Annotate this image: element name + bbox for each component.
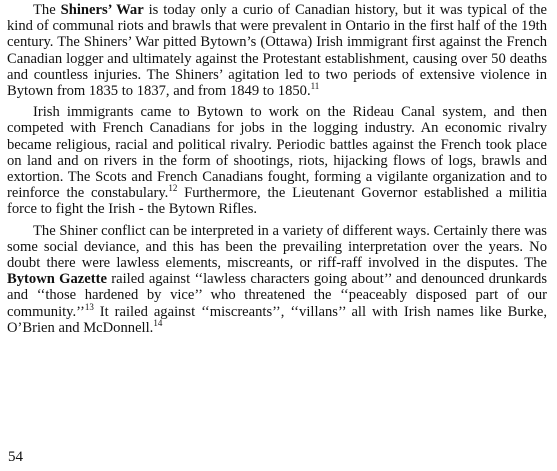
text-run: is today only a curio of Canadian history, but it was typical of the kind of communal riots and brawls that were prevalent in Ontario in the first half of the 19th century. The Shiners’ War pitted Bytown’s (Ottawa) Irish immigrant first against the French Canadian logger and ultimately against the Protestant establishment, causing over 50 deaths and countless injuries. The Shiners’ agitation led to two periods of extensive violence in Bytown from 1835 to 1837, and from 1849 to 1850. — [7, 2, 547, 100]
footnote-ref-14: 14 — [153, 318, 163, 328]
text-run: The Shiner conflict can be interpreted in a variety of different ways. Certainly there was some social deviance, and this has been the prevailing interpretation over the years. No doubt there were lawless elements, miscreants, or riff-raff involved in the disputes. The — [7, 222, 547, 272]
footnote-ref-11: 11 — [310, 81, 320, 92]
text-run: The — [33, 2, 61, 18]
text-run: It railed against ‘‘miscreants’’, ‘‘villans’’ all with Irish names like Burke, O’Brien and McDonnell. — [7, 303, 547, 336]
footnote-ref-13: 13 — [84, 301, 94, 312]
page-number: 54 — [8, 449, 23, 465]
text-run: railed against ‘‘lawless characters going about’’ and denounced drunkards and ‘‘those hardened by vice’’ who threatened the ‘‘peaceably disposed part of our community.’’ — [7, 271, 547, 320]
text-run: Irish immigrants came to Bytown to work on the Rideau Canal system, and then competed with French Canadians for jobs in the logging industry. An economic rivalry became religious, racial and political rivalry. Periodic battles against the French took place on land and on rivers in the form of shootings, riots, hijacking flows of logs, brawls and extortion. The Scots and French Canadians fought, forming a vigilante organization and to reinforce the constabulary. — [7, 104, 547, 202]
document-page — [7, 2, 547, 341]
bold-term-bytown-gazette: Bytown Gazette — [7, 271, 107, 288]
paragraph-shiner-conflict — [7, 223, 547, 336]
text-run: Furthermore, the Lieutenant Governor established a militia force to fight the Irish - the Bytown Rifles. — [7, 185, 547, 218]
paragraph-shiners-war-intro — [7, 2, 547, 99]
bold-term-shiners-war: Shiners’ War — [60, 2, 144, 18]
paragraph-irish-immigrants — [7, 104, 547, 217]
footnote-ref-12: 12 — [168, 183, 178, 194]
